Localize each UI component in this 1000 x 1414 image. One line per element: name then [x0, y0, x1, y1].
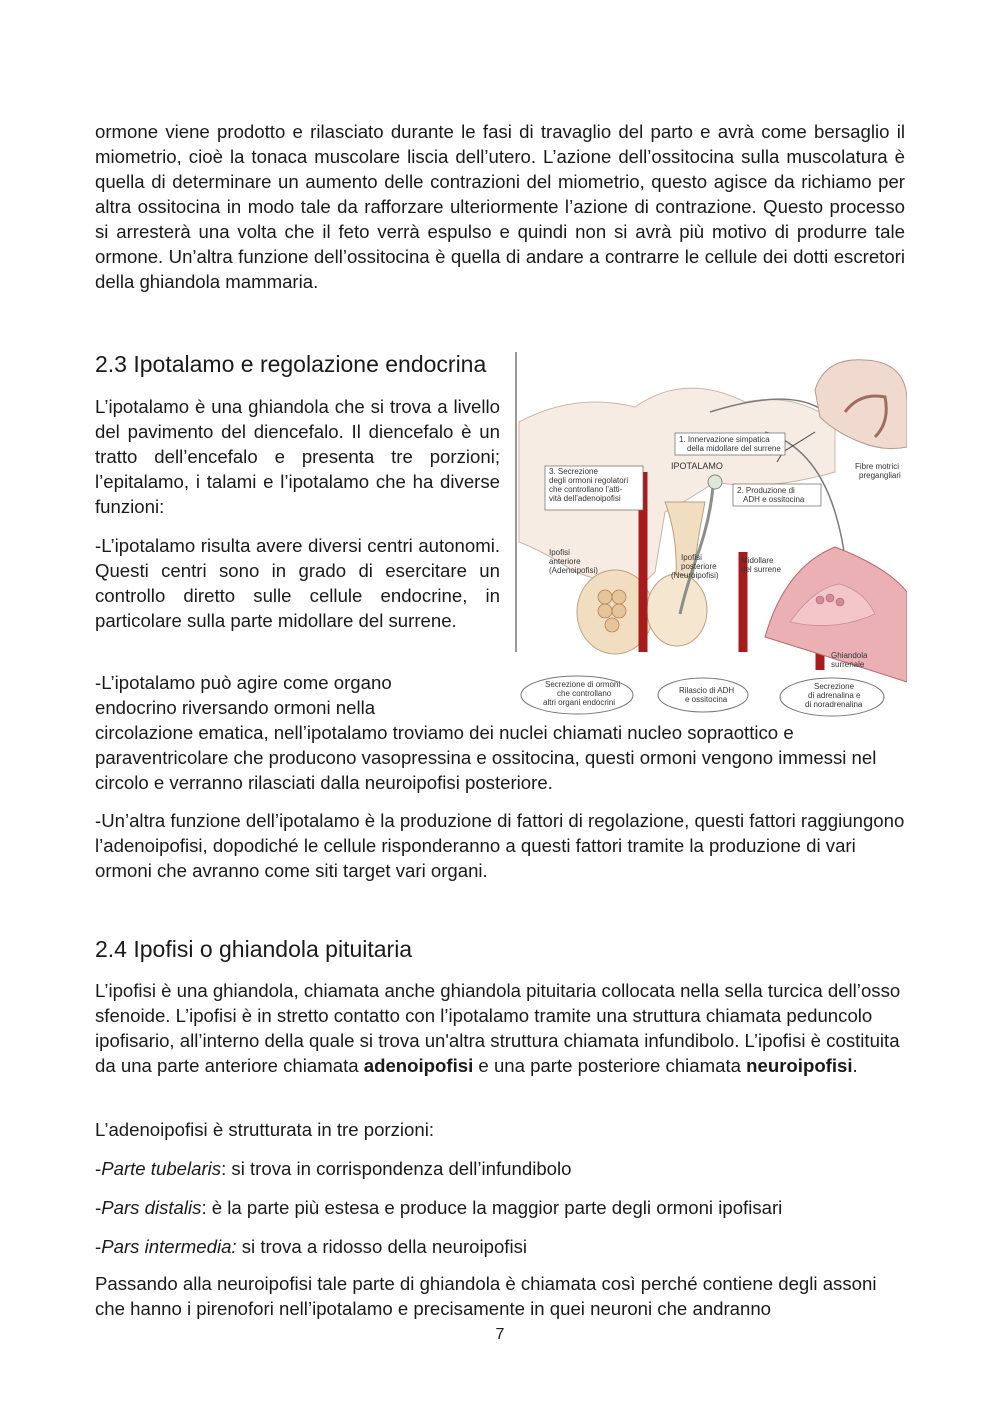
figure-label-secretion-3: che controllano l’atti-: [549, 485, 623, 494]
figure-label-anterior-1: Ipofisi: [549, 548, 570, 557]
list-item-pars-distalis: [95, 1195, 905, 1220]
list-dash: -: [95, 1158, 102, 1179]
figure-oval3-line2: di adrenalina e: [808, 691, 861, 700]
figure-label-innervation-2: della midollare del surrene: [687, 444, 781, 453]
term-neuroipofisi: neuroipofisi: [746, 1055, 853, 1076]
list-item-pars-intermedia: [95, 1234, 905, 1259]
figure-label-ipotalamo: IPOTALAMO: [671, 461, 723, 471]
figure-label-innervation-1: 1. Innervazione simpatica: [679, 435, 770, 444]
figure-oval1-line1: Secrezione di ormoni: [545, 680, 621, 689]
figure-label-fibre-2: pregangliari: [859, 471, 901, 480]
figure-oval2-line2: e ossitocina: [685, 695, 728, 704]
section-heading-2-4: 2.4 Ipofisi o ghiandola pituitaria: [95, 936, 413, 962]
term-pars-tuberalis: Parte tubelaris: [101, 1158, 222, 1179]
figure-label-secretion-2: degli ormoni regolatori: [549, 476, 629, 485]
figure-label-posterior-3: (Neuroipofisi): [671, 571, 719, 580]
paragraph-pituitary-intro: [95, 978, 905, 1078]
figure-label-anterior-3: (Adenoipofisi): [549, 566, 598, 575]
term-pars-distalis: Pars distalis: [101, 1197, 202, 1218]
figure-label-posterior-1: Ipofisi: [681, 553, 702, 562]
pars-distalis-desc: : è la parte più estesa e produce la maggior parte degli ormoni ipofisari: [201, 1197, 783, 1218]
figure-label-production-1: 2. Produzione di: [737, 486, 795, 495]
paragraph-autonomic-centers: -L’ipotalamo risulta avere diversi centri autonomi. Questi centri sono in grado di esercitare un controllo diretto sulle cellule endocrine, in particolare sulla parte midollare del surrene.: [95, 535, 500, 631]
page-number: 7: [495, 1326, 505, 1343]
figure-label-fibre-1: Fibre motrici: [855, 462, 900, 471]
pituitary-intro-mid: e una parte posteriore chiamata: [473, 1055, 747, 1076]
paragraph-hypothalamus-intro: L’ipotalamo è una ghiandola che si trova a livello del pavimento del diencefalo. Il diencefalo è un tratto dell’encefalo e presenta tre porzioni; l’epitalamo, i talami e l’ipotalamo che ha diverse funzioni:: [95, 396, 500, 517]
pars-intermedia-desc: si trova a ridosso della neuroipofisi: [236, 1236, 528, 1257]
figure-label-production-2: ADH e ossitocina: [743, 495, 805, 504]
paragraph-endocrine-line1: -L’ipotalamo può agire come organo: [95, 672, 392, 693]
paragraph-endocrine-line2: endocrino riversando ormoni nella: [95, 697, 376, 718]
figure-label-anterior-2: anteriore: [549, 557, 581, 566]
list-item-pars-tuberalis: [95, 1156, 905, 1181]
figure-label-medulla-1: Midollare: [741, 556, 774, 565]
figure-oval2-line1: Rilascio di ADH: [679, 686, 735, 695]
paragraph-adenohypophysis-parts: L’adenoipofisi è strutturata in tre porzioni:: [95, 1119, 435, 1140]
figure-oval1-line3: altri organi endocrini: [543, 698, 616, 707]
pituitary-intro-end: .: [852, 1055, 858, 1076]
figure-oval3-line1: Secrezione: [814, 682, 855, 691]
list-dash: -: [95, 1197, 102, 1218]
pars-tuberalis-desc: : si trova in corrispondenza dell’infundibolo: [221, 1158, 572, 1179]
list-dash: -: [95, 1236, 102, 1257]
figure-label-secretion-1: 3. Secrezione: [549, 467, 598, 476]
hypothalamus-figure: [515, 352, 907, 718]
term-adenoipofisi: adenoipofisi: [363, 1055, 474, 1076]
pituitary-intro-text: L’ipofisi è una ghiandola, chiamata anche ghiandola pituitaria collocata nella sella turcica dell’osso sfenoide. L’ipofisi è in stretto contatto con l’ipotalamo tramite una struttura chiamata peduncolo ipofisario, all’interno della quale si trova un'altra struttura chiamata infundibolo. L’ipofisi è costituita da una parte anteriore chiamata: [95, 980, 901, 1076]
figure-label-medulla-2: del surrene: [741, 565, 782, 574]
figure-oval3-line3: di noradrenalina: [805, 700, 863, 709]
figure-illustration: [515, 352, 907, 718]
figure-label-adrenal-2: surrenale: [831, 660, 865, 669]
section-heading-2-3: 2.3 Ipotalamo e regolazione endocrina: [95, 351, 487, 377]
figure-label-posterior-2: posteriore: [681, 562, 717, 571]
paragraph-regulating-factors: -Un’altra funzione dell’ipotalamo è la produzione di fattori di regolazione, questi fattori raggiungono l’adenoipofisi, dopodiché le cellule risponderanno a questi fattori tramite la produzione di vari ormoni che avranno come siti target vari organi.: [95, 810, 905, 881]
term-pars-intermedia: Pars intermedia:: [101, 1236, 237, 1257]
paragraph-neurohypophysis: Passando alla neuroipofisi tale parte di ghiandola è chiamata così perché contiene degli assoni che hanno i pirenofori nell’ipotalamo e precisamente in quei neuroni che andranno: [95, 1273, 877, 1319]
paragraph-oxytocin: ormone viene prodotto e rilasciato durante le fasi di travaglio del parto e avrà come bersaglio il miometrio, cioè la tonaca muscolare liscia dell’utero. L’azione dell’ossitocina sulla muscolatura è quella di determinare un aumento delle contrazioni del miometrio, questo agisce da richiamo per altra ossitocina in modo tale da rafforzare ulteriormente l’azione di contrazione. Questo processo si arresterà una volta che il feto verrà espulso e quindi non si avrà più motivo di produrre tale ormone. Un’altra funzione dell’ossitocina è quella di andare a contrarre le cellule dei dotti escretori della ghiandola mammaria.: [95, 121, 905, 292]
figure-oval1-line2: che controllano: [557, 689, 612, 698]
paragraph-endocrine-rest: circolazione ematica, nell’ipotalamo troviamo dei nuclei chiamati nucleo sopraottico e paraventricolare che producono vasopressina e ossitocina, questi ormoni vengono immessi nel circolo e verranno rilasciati dalla neuroipofisi posteriore.: [95, 722, 877, 793]
figure-label-secretion-4: vità dell’adenoipofisi: [549, 494, 621, 503]
figure-label-adrenal-1: Ghiandola: [831, 651, 868, 660]
